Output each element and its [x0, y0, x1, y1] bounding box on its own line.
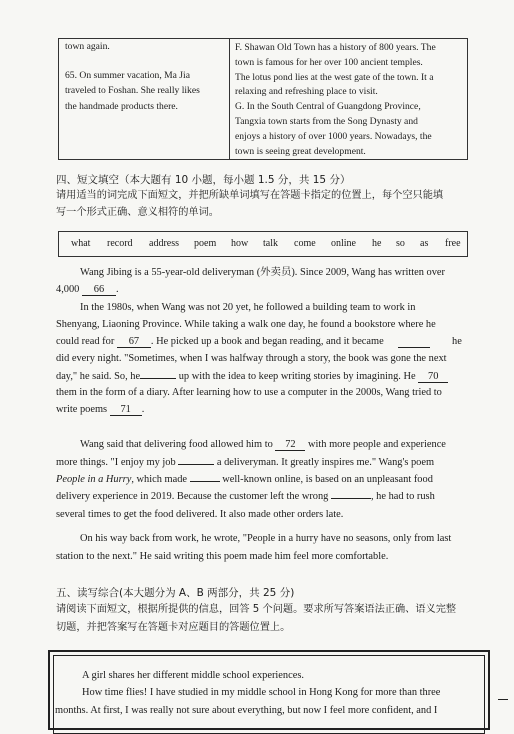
passage-line: day," he said. So, he up with the idea to keep writing stories by imagining. He 70 [56, 367, 448, 385]
reading-line: months. At first, I was really not sure about everything, but now I feel more confident, and I [55, 705, 438, 716]
matching-table [58, 38, 468, 160]
word-bank-item: online [331, 238, 356, 249]
section4-instruction-1: 请用适当的词完成下面短文，并把所缺单词填写在答题卡指定的位置上，每个空只能填 [56, 190, 444, 201]
reading-line: How time flies! I have studied in my middle school in Hong Kong for more than three [82, 687, 441, 698]
answer-blank-66[interactable]: 66 [82, 284, 116, 296]
passage-line: station to the next." He said writing this poem made him feel more comfortable. [56, 551, 389, 562]
answer-blank-68[interactable] [398, 336, 430, 348]
answer-blank-70[interactable]: 70 [418, 371, 448, 383]
section5-title: 五、读写综合(本大题分为 A、B 两部分，共 25 分) [56, 587, 295, 599]
word-bank-item: talk [263, 238, 278, 249]
passage-line: several times to get the food delivered. It also made other orders late. [56, 509, 344, 520]
right-line: town is famous for her over 100 ancient temples. [235, 56, 423, 68]
right-line: town is seeing great development. [235, 145, 366, 157]
passage-line: Shenyang, Liaoning Province. While taking a walk one day, he found a bookstore where he [56, 319, 436, 330]
right-line: enjoys a history of over 1000 years. Nowadays, the [235, 130, 432, 142]
answer-blank-75[interactable] [331, 487, 371, 499]
left-line: traveled to Foshan. She really likes [65, 85, 200, 97]
word-bank-item: address [149, 238, 179, 249]
passage-line: Wang Jibing is a 55-year-old deliveryman (外卖员). Since 2009, Wang has written over [80, 267, 445, 278]
passage-line: write poems 71 . [56, 404, 145, 415]
right-line: F. Shawan Old Town has a history of 800 years. The [235, 42, 436, 53]
word-bank-item: come [294, 238, 316, 249]
passage-line: Wang said that delivering food allowed him to 72 with more people and experience [80, 439, 446, 450]
word-bank-item: free [445, 238, 461, 249]
right-line: relaxing and refreshing place to visit. [235, 86, 378, 98]
right-line: G. In the South Central of Guangdong Province, [235, 101, 421, 113]
answer-blank-73[interactable] [178, 453, 214, 465]
passage-line: People in a Hurry, which made well-known online, is based on an unpleasant food [56, 470, 433, 488]
margin-mark [498, 699, 508, 700]
word-bank-item: record [107, 238, 133, 249]
word-bank-item: what [71, 238, 91, 249]
passage-line: 4,000 66 . [56, 284, 119, 295]
table-right-column [235, 41, 465, 159]
answer-blank-72[interactable]: 72 [275, 439, 305, 451]
passage-line: more things. "I enjoy my job a deliveryman. It greatly inspires me." Wang's poem [56, 453, 434, 471]
section4-title: 四、短文填空（本大题有 10 小题，每小题 1.5 分，共 15 分） [56, 174, 351, 186]
word-bank-item: as [420, 238, 429, 249]
answer-blank-67[interactable]: 67 [117, 336, 151, 348]
passage-line: he [452, 336, 462, 347]
word-bank [58, 231, 468, 257]
right-line: Tangxia town starts from the Song Dynasty and [235, 115, 418, 127]
passage-line: In the 1980s, when Wang was not 20 yet, he followed a building team to work in [80, 302, 416, 313]
word-bank-item: poem [194, 238, 217, 249]
passage-line: could read for 67 . He picked up a book and began reading, and it became [56, 336, 384, 347]
left-line: 65. On summer vacation, Ma Jia [65, 70, 190, 82]
table-divider [229, 39, 230, 159]
right-line: The lotus pond lies at the west gate of the town. It a [235, 71, 434, 83]
answer-blank-71[interactable]: 71 [110, 404, 142, 416]
word-bank-item: so [396, 238, 405, 249]
word-bank-item: how [231, 238, 249, 249]
passage-line: them in the form of a diary. After learning how to use a computer in the 2000s, Wang tried to [56, 387, 442, 398]
section5-instruction-1: 请阅读下面短文，根据所提供的信息，回答 5 个问题。要求所写答案语法正确、语义完整 [56, 604, 457, 615]
left-line: town again. [65, 41, 110, 52]
passage-line: delivery experience in 2019. Because the customer left the wrong , he had to rush [56, 487, 435, 505]
answer-blank-74[interactable] [190, 470, 220, 482]
table-left-column [65, 39, 225, 114]
passage-line: did every night. "Sometimes, when I was halfway through a story, the book was gone the next [56, 353, 447, 364]
passage-line: On his way back from work, he wrote, "People in a hurry have no seasons, only from last [80, 533, 452, 544]
section4-instruction-2: 写一个形式正确、意义相符的单词。 [56, 207, 219, 218]
answer-blank-69[interactable] [140, 367, 176, 379]
left-line: the handmade products there. [65, 100, 178, 112]
word-bank-item: he [372, 238, 382, 249]
section5-instruction-2: 切题，并把答案写在答题卡对应题目的答题位置上。 [56, 622, 291, 633]
reading-line: A girl shares her different middle school experiences. [82, 670, 304, 681]
